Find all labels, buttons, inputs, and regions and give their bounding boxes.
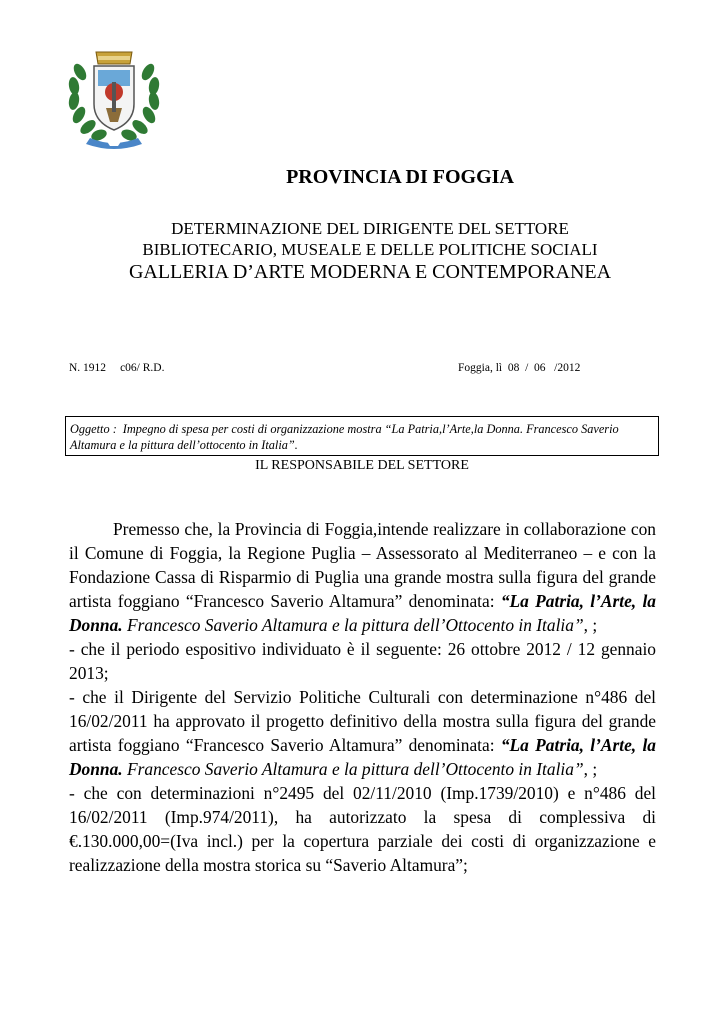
header-line-3: GALLERIA D’ARTE MODERNA E CONTEMPORANEA (128, 261, 612, 283)
subject-text: Impegno di spesa per costi di organizzazione mostra “La Patria,l’Arte,la Donna. Francesco Saverio Altamura e la pittura dell’ottocento in Italia”. (70, 422, 619, 452)
protocol-number-value: N. 1912 (69, 362, 107, 374)
paragraph-approval-end: , ; (583, 759, 598, 779)
exhibition-title-bold-2: “La Patria, l’Arte, la Donna. (69, 735, 656, 779)
paragraph-approval (69, 685, 656, 781)
paragraph-premise-text: Premesso che, la Provincia di Foggia,intende realizzare in collaborazione con il Comune di Foggia, la Regione Puglia – Assessorato al Mediterraneo – e con la Fondazione Cassa di Risparmio di Puglia una grande mostra sulla figura del grande artista foggiano “Francesco Saverio Altamura” denominata: (69, 519, 656, 611)
header-line-2: BIBLIOTECARIO, MUSEALE E DELLE POLITICHE SOCIALI (142, 240, 598, 259)
crest-icon (66, 42, 162, 150)
protocol-number (69, 362, 178, 374)
subject-box (65, 416, 659, 456)
responsible-heading: IL RESPONSABILE DEL SETTORE (255, 458, 469, 473)
paragraph-spending: - che con determinazioni n°2495 del 02/11/2010 (Imp.1739/2010) e n°486 del 16/02/2011 (Imp.974/2011), ha autorizzato la spesa di complessiva di €.130.000,00=(Iva incl.) per la copertura parziale dei costi di organizzazione e realizzazione della mostra storica su “Saverio Altamura”; (69, 783, 656, 875)
paragraph-period: - che il periodo espositivo individuato è il seguente: 26 ottobre 2012 / 12 gennaio 2013; (69, 639, 656, 683)
header-line-1: DETERMINAZIONE DEL DIRIGENTE DEL SETTORE (171, 219, 569, 238)
paragraph-premise-end: , ; (583, 615, 598, 635)
paragraph-premise (69, 517, 656, 637)
subject-label: Oggetto : (70, 422, 117, 436)
document-body (69, 517, 656, 877)
protocol-date: Foggia, lì 08 / 06 /2012 (458, 362, 581, 374)
province-crest (66, 42, 162, 150)
province-title: PROVINCIA DI FOGGIA (286, 166, 514, 188)
exhibition-title-italic-2: Francesco Saverio Altamura e la pittura dell’Ottocento in Italia” (122, 759, 584, 779)
exhibition-title-bold: “La Patria, l’Arte, la Donna. (69, 591, 656, 635)
paragraph-approval-text: - che il Dirigente del Servizio Politiche Culturali con determinazione n°486 del 16/02/2011 ha approvato il progetto definitivo della mostra sulla figura del grande artista foggiano “Francesco Saverio Altamura” denominata: (69, 687, 656, 755)
protocol-code: c06/ R.D. (120, 362, 165, 374)
exhibition-title-italic: Francesco Saverio Altamura e la pittura dell’Ottocento in Italia” (122, 615, 584, 635)
